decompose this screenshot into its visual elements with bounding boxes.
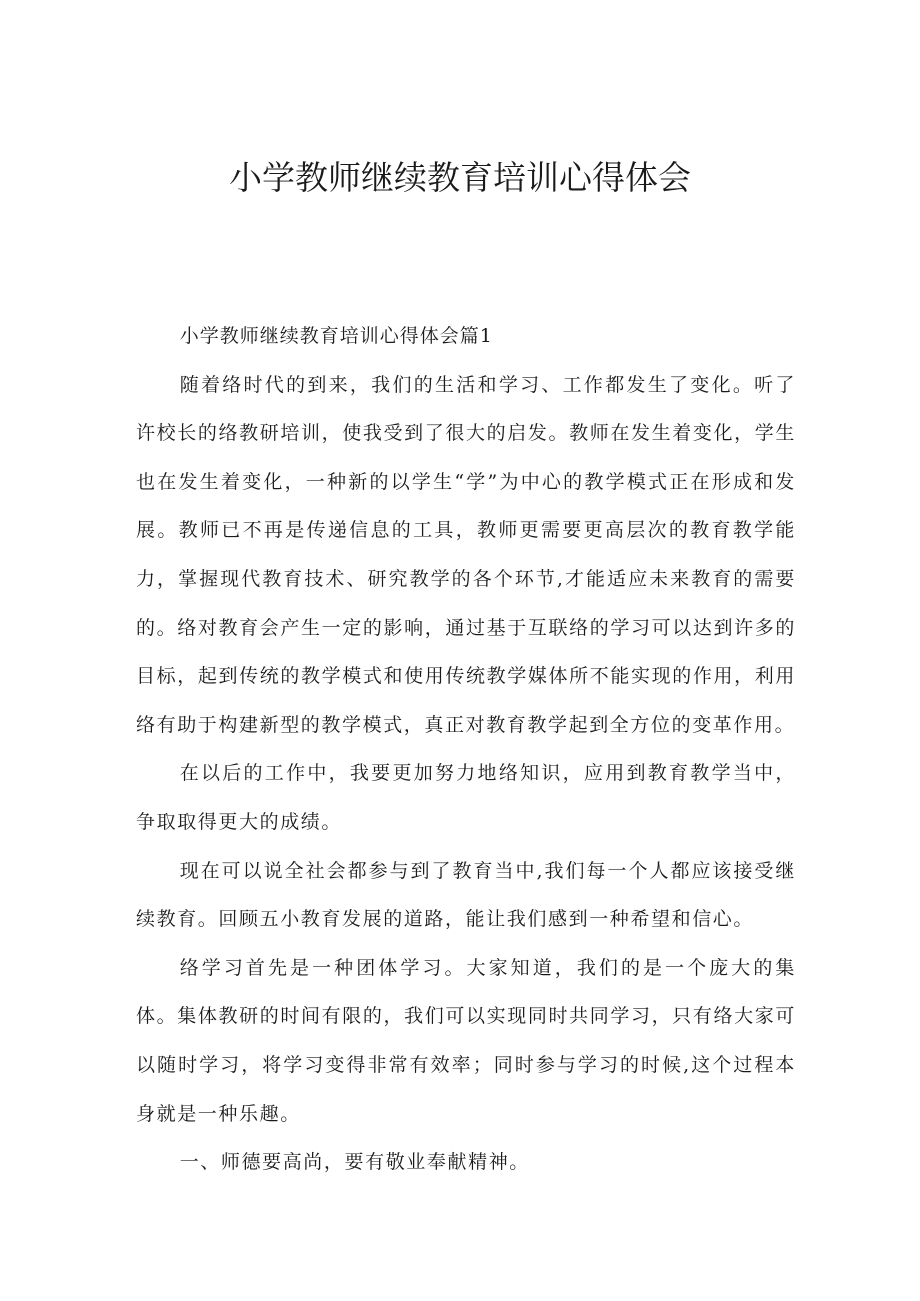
paragraph: 随着络时代的到来，我们的生活和学习、工作都发生了变化。听了许校长的络教研培训，使我受到了很大的启发。教师在发生着变化，学生也在发生着变化，一种新的以学生“学”为中心的教学模式正在形成和发展。教师已不再是传递信息的工具，教师更需要更高层次的教育教学能力，掌握现代教育技术、研究教学的各个环节,才能适应未来教育的需要的。络对教育会产生一定的影响，通过基于互联络的学习可以达到许多的目标，起到传统的教学模式和使用传统教学媒体所不能实现的作用，利用络有助于构建新型的教学模式，真正对教育教学起到全方位的变革作用。	[136, 373, 796, 736]
paragraph: 络学习首先是一种团体学习。大家知道，我们的是一个庞大的集体。集体教研的时间有限的，我们可以实现同时共同学习，只有络大家可以随时学习，将学习变得非常有效率；同时参与学习的时候,这个过程本身就是一种乐趣。	[136, 956, 796, 1125]
document-title: 小学教师继续教育培训心得体会	[229, 158, 691, 197]
section-heading: 小学教师继续教育培训心得体会篇1	[179, 325, 493, 347]
paragraph: 一、师德要高尚，要有敬业奉献精神。	[179, 1151, 530, 1174]
paragraph: 在以后的工作中，我要更加努力地络知识，应用到教育教学当中，争取取得更大的成绩。	[136, 762, 796, 833]
document-body	[136, 312, 796, 1187]
paragraph: 现在可以说全社会都参与到了教育当中,我们每一个人都应该接受继续教育。回顾五小教育发展的道路，能让我们感到一种希望和信心。	[136, 859, 796, 931]
